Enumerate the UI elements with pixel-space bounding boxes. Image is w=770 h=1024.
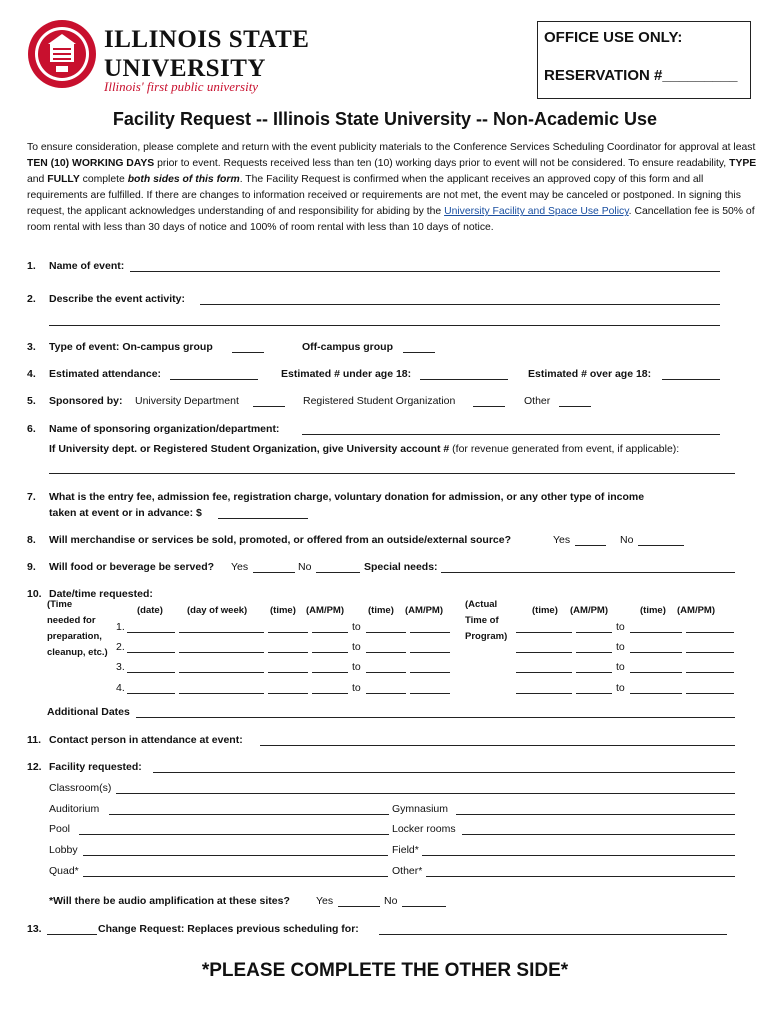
time-note-4: cleanup, etc.) — [47, 647, 108, 658]
day-of-week-field[interactable] — [179, 693, 264, 694]
special-needs-field[interactable] — [441, 572, 735, 573]
sponsor-rso-field[interactable] — [473, 406, 505, 407]
q7-line2: taken at event or in advance: $ — [49, 507, 202, 519]
q8-yes: Yes — [553, 534, 571, 546]
actual-note-1: (Actual — [465, 599, 498, 610]
q13-label: Change Request: Replaces previous scheduling for: — [98, 923, 359, 935]
change-request-field[interactable] — [379, 934, 727, 935]
q6-account-note: If University dept. or Registered Student Organization, give University account # (for revenue generated from event, if applicable): — [49, 443, 680, 455]
date-row-number: 2. — [116, 641, 125, 653]
q8-yes-field[interactable] — [575, 545, 606, 546]
audio-yes-field[interactable] — [338, 906, 380, 907]
to-label: to — [352, 621, 361, 633]
university-name-line1: ILLINOIS STATE — [104, 26, 310, 53]
to-label: to — [616, 682, 625, 694]
audio-question: *Will there be audio amplification at these sites? — [49, 895, 290, 907]
q11-label: Contact person in attendance at event: — [49, 734, 243, 746]
actual-note-2: Time of — [465, 615, 499, 626]
program-end-ampm-field[interactable] — [686, 693, 734, 694]
day-of-week-field[interactable] — [179, 652, 264, 653]
hdr-time-3: (time) — [532, 605, 558, 616]
hdr-time-1: (time) — [270, 605, 296, 616]
hdr-ampm-1: (AM/PM) — [306, 605, 344, 616]
facility-left-label: Pool — [49, 823, 71, 835]
classrooms-label: Classroom(s) — [49, 782, 112, 794]
start-ampm-field[interactable] — [312, 672, 348, 673]
hdr-date: (date) — [137, 605, 163, 616]
day-of-week-field[interactable] — [179, 672, 264, 673]
sponsor-other: Other — [524, 395, 551, 407]
date-field[interactable] — [127, 672, 175, 673]
audio-no-field[interactable] — [402, 906, 446, 907]
time-note-2: needed for — [47, 615, 96, 626]
q9-no-field[interactable] — [316, 572, 360, 573]
q12-number: 12. — [27, 761, 42, 773]
time-note-3: preparation, — [47, 631, 102, 642]
end-ampm-field[interactable] — [410, 672, 450, 673]
under18-label: Estimated # under age 18: — [281, 368, 412, 380]
sponsor-dept-field[interactable] — [253, 406, 285, 407]
to-label: to — [616, 661, 625, 673]
reservation-number-field[interactable]: RESERVATION #_________ — [544, 67, 738, 84]
form-title: Facility Request -- Illinois State University -- Non-Academic Use — [112, 109, 658, 129]
university-name-line2: UNIVERSITY — [104, 55, 266, 82]
attendance-field[interactable] — [170, 379, 258, 380]
q9-yes-field[interactable] — [253, 572, 295, 573]
facility-field[interactable] — [153, 772, 735, 773]
footer-notice: *PLEASE COMPLETE THE OTHER SIDE* — [201, 960, 569, 981]
office-use-label: OFFICE USE ONLY: — [544, 29, 683, 46]
q7-line1: What is the entry fee, admission fee, registration charge, voluntary donation for admission, or any other type of income — [49, 491, 645, 503]
q6-number: 6. — [27, 423, 36, 435]
day-of-week-field[interactable] — [179, 632, 264, 633]
sponsor-other-field[interactable] — [559, 406, 591, 407]
start-ampm-field[interactable] — [312, 632, 348, 633]
off-campus-label: Off-campus group — [302, 341, 393, 353]
university-tagline: Illinois' first public university — [104, 79, 259, 94]
end-time-field[interactable] — [366, 652, 406, 653]
hdr-ampm-4: (AM/PM) — [677, 605, 715, 616]
q8-label: Will merchandise or services be sold, promoted, or offered from an outside/external source? — [49, 534, 512, 546]
hdr-ampm-2: (AM/PM) — [405, 605, 443, 616]
event-name-field[interactable] — [130, 271, 720, 272]
event-activity-field-line2[interactable] — [49, 325, 720, 326]
to-label: to — [616, 641, 625, 653]
over18-field[interactable] — [662, 379, 720, 380]
facility-left-field[interactable] — [79, 834, 389, 835]
intro-paragraph: To ensure consideration, please complete and return with the event publicity materials to the Conference Services Scheduling Coordinator for approval at least TEN (10) WORKING DAYS prior to event. Requests received less than ten (10) working days prior to event will not be considered. To ensure readability, TYPE and FULLY complete both sides of this form. The Facility Request is confirmed when the applicant receives an approved copy of this form and all requirements are fulfilled. If there are changes to information received or requirements are not met, the event may be canceled or postponed. In signing this request, the applicant acknowledges understanding of and responsibility for abiding by the University Facility and Space Use Policy. Cancellation fee is 50% of room rental with less than 30 days of notice and 100% of room rental with less than 10 days of notice. — [27, 142, 757, 234]
hdr-time-2: (time) — [368, 605, 394, 616]
under18-field[interactable] — [420, 379, 508, 380]
event-activity-field[interactable] — [200, 304, 720, 305]
q9-number: 9. — [27, 561, 36, 573]
q4-number: 4. — [27, 368, 36, 380]
facility-right-label: Field* — [392, 844, 419, 856]
q1-number: 1. — [27, 260, 36, 272]
on-campus-field[interactable] — [232, 352, 264, 353]
facility-right-field[interactable] — [462, 834, 735, 835]
start-time-field[interactable] — [268, 652, 308, 653]
q12-label: Facility requested: — [49, 761, 142, 773]
to-label: to — [352, 682, 361, 694]
program-start-time-field[interactable] — [516, 632, 572, 633]
facility-left-label: Lobby — [49, 844, 78, 856]
program-end-time-field[interactable] — [630, 672, 682, 673]
date-row-number: 1. — [116, 621, 125, 633]
start-ampm-field[interactable] — [312, 693, 348, 694]
program-end-ampm-field[interactable] — [686, 632, 734, 633]
time-note-1: (Time — [47, 599, 73, 610]
facility-right-field[interactable] — [422, 855, 735, 856]
program-start-time-field[interactable] — [516, 672, 572, 673]
facility-right-label: Other* — [392, 865, 423, 877]
hdr-time-4: (time) — [640, 605, 666, 616]
program-start-ampm-field[interactable] — [576, 672, 612, 673]
date-field[interactable] — [127, 652, 175, 653]
facility-right-label: Locker rooms — [392, 823, 456, 835]
program-end-time-field[interactable] — [630, 632, 682, 633]
audio-yes: Yes — [316, 895, 334, 907]
audio-no: No — [384, 895, 398, 907]
q1-label: Name of event: — [49, 260, 125, 272]
date-row-number: 4. — [116, 682, 125, 694]
account-number-field[interactable] — [49, 473, 735, 474]
facility-left-label: Auditorium — [49, 803, 100, 815]
facility-left-field[interactable] — [83, 876, 388, 877]
date-field[interactable] — [127, 693, 175, 694]
classrooms-field[interactable] — [116, 793, 735, 794]
q9-no: No — [298, 561, 312, 573]
facility-left-label: Quad* — [49, 865, 79, 877]
special-needs-label: Special needs: — [364, 561, 438, 573]
change-request-check-field[interactable] — [47, 934, 97, 935]
program-start-time-field[interactable] — [516, 693, 572, 694]
university-seal-logo — [26, 18, 98, 90]
q9-yes: Yes — [231, 561, 249, 573]
facility-left-field[interactable] — [109, 814, 389, 815]
program-end-time-field[interactable] — [630, 693, 682, 694]
q8-no-field[interactable] — [638, 545, 684, 546]
program-start-time-field[interactable] — [516, 652, 572, 653]
program-end-ampm-field[interactable] — [686, 672, 734, 673]
end-time-field[interactable] — [366, 693, 406, 694]
sponsor-rso: Registered Student Organization — [303, 395, 456, 407]
facility-right-label: Gymnasium — [392, 803, 449, 815]
entry-fee-field[interactable] — [218, 518, 308, 519]
q3-number: 3. — [27, 341, 36, 353]
start-time-field[interactable] — [268, 632, 308, 633]
start-time-field[interactable] — [268, 693, 308, 694]
end-time-field[interactable] — [366, 672, 406, 673]
q5-number: 5. — [27, 395, 36, 407]
q8-number: 8. — [27, 534, 36, 546]
hdr-day-of-week: (day of week) — [187, 605, 248, 616]
q8-no: No — [620, 534, 634, 546]
start-ampm-field[interactable] — [312, 652, 348, 653]
sponsor-org-field[interactable] — [302, 434, 720, 435]
to-label: to — [352, 641, 361, 653]
program-start-ampm-field[interactable] — [576, 693, 612, 694]
program-start-ampm-field[interactable] — [576, 652, 612, 653]
over18-label: Estimated # over age 18: — [528, 368, 652, 380]
end-time-field[interactable] — [366, 632, 406, 633]
to-label: to — [616, 621, 625, 633]
program-end-time-field[interactable] — [630, 652, 682, 653]
q5-label: Sponsored by: — [49, 395, 123, 407]
q3-label: Type of event: On-campus group — [49, 341, 213, 353]
end-ampm-field[interactable] — [410, 632, 450, 633]
facility-right-field[interactable] — [426, 876, 735, 877]
date-row-number: 3. — [116, 661, 125, 673]
additional-dates-label: Additional Dates — [47, 706, 130, 718]
q10-number: 10. — [27, 588, 42, 600]
q6-label: Name of sponsoring organization/department: — [49, 423, 280, 435]
q10-label: Date/time requested: — [49, 588, 153, 600]
contact-person-field[interactable] — [260, 745, 735, 746]
date-field[interactable] — [127, 632, 175, 633]
actual-note-3: Program) — [465, 631, 508, 642]
end-ampm-field[interactable] — [410, 693, 450, 694]
off-campus-field[interactable] — [403, 352, 435, 353]
program-start-ampm-field[interactable] — [576, 632, 612, 633]
policy-link[interactable]: University Facility and Space Use Policy — [444, 206, 629, 218]
facility-left-field[interactable] — [83, 855, 388, 856]
q9-label: Will food or beverage be served? — [49, 561, 215, 573]
q13-number: 13. — [27, 923, 42, 935]
sponsor-university-dept: University Department — [135, 395, 239, 407]
start-time-field[interactable] — [268, 672, 308, 673]
q4-label: Estimated attendance: — [49, 368, 162, 380]
additional-dates-field[interactable] — [136, 717, 735, 718]
to-label: to — [352, 661, 361, 673]
q2-label: Describe the event activity: — [49, 293, 185, 305]
q2-number: 2. — [27, 293, 36, 305]
end-ampm-field[interactable] — [410, 652, 450, 653]
q11-number: 11. — [27, 734, 42, 746]
q7-number: 7. — [27, 491, 36, 503]
program-end-ampm-field[interactable] — [686, 652, 734, 653]
hdr-ampm-3: (AM/PM) — [570, 605, 608, 616]
facility-right-field[interactable] — [456, 814, 735, 815]
